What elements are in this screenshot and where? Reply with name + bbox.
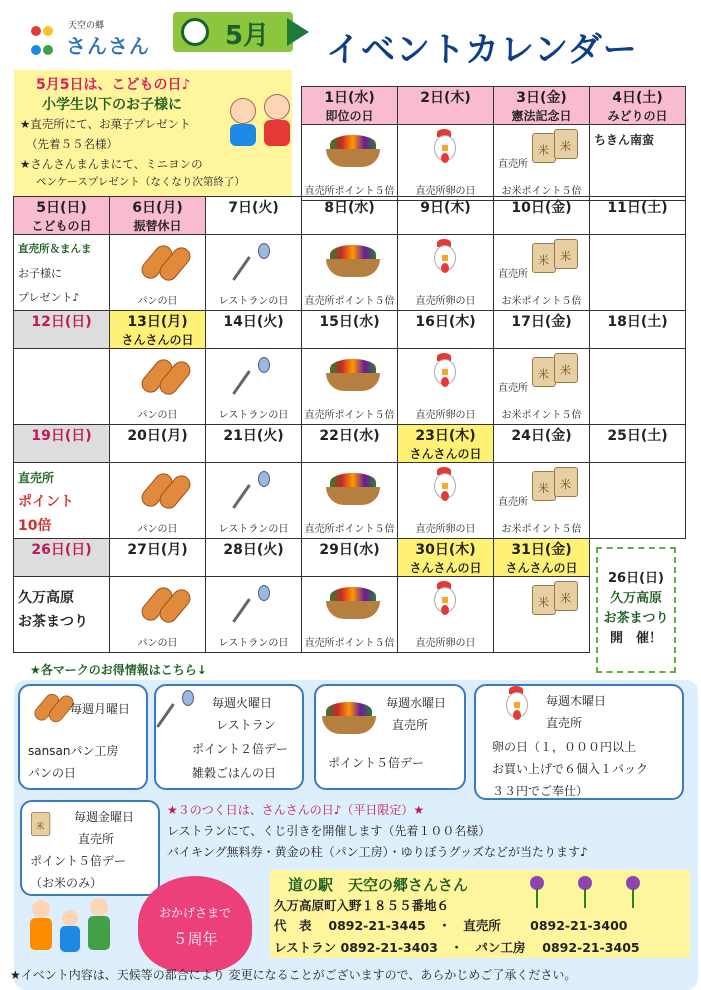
legend-monday: 毎週月曜日 sansanパン工房 パンの日	[18, 684, 148, 790]
day-cell: 米 米 直売所 お米ポイント５倍	[494, 235, 590, 311]
day-cell: パンの日	[110, 577, 206, 653]
day-header: 5日(日) こどもの日	[14, 197, 110, 235]
logo-mark-icon	[30, 22, 64, 52]
day-header: 24日(金)	[494, 425, 590, 463]
footer-note: ★イベント内容は、天候等の都合により 変更になることがございますので、あらかじめご了承ください。	[10, 968, 577, 982]
intro-box	[14, 70, 292, 196]
day-cell: レストランの日	[206, 463, 302, 539]
day-cell: レストランの日	[206, 349, 302, 425]
spoon-icon	[160, 688, 200, 732]
legend-thursday: 毎週木曜日 直売所 卵の日（１，０００円以上 お買い上げで６個入１パック ３３円でご奉仕）	[474, 684, 684, 800]
spoon-icon	[236, 469, 276, 513]
calendar-week-1	[301, 86, 686, 201]
day-cell	[590, 349, 686, 425]
day-header: 18日(土)	[590, 311, 686, 349]
day-header: 2日(木)	[398, 87, 494, 125]
logo-subtitle: 天空の郷	[68, 21, 105, 31]
day-cell	[590, 125, 686, 201]
intro-line-5: ★さんさんまんまにて、ミニヨンの	[20, 157, 203, 171]
day-cell: 直売所＆まんま お子様に プレゼント♪	[14, 235, 110, 311]
anniversary-heart: おかげさまで ５周年	[130, 866, 260, 974]
intro-line-6: ペンケースプレゼント（なくなり次第終了）	[36, 176, 245, 188]
spoon-icon	[236, 241, 276, 285]
day-header: 3日(金) 憲法記念日	[494, 87, 590, 125]
day-header: 25日(土)	[590, 425, 686, 463]
day-header: 13日(月) さんさんの日	[110, 311, 206, 349]
day-cell	[14, 349, 110, 425]
day-cell: 直売所卵の日	[398, 235, 494, 311]
calendar-weeks	[13, 196, 686, 653]
bread-icon	[140, 585, 192, 625]
chicken-icon	[432, 239, 458, 283]
legend-friday: 米 毎週金曜日 直売所 ポイント５倍デー （お米のみ）	[20, 800, 160, 896]
vegetable-basket-icon	[322, 702, 376, 738]
day-header: 23日(木) さんさんの日	[398, 425, 494, 463]
day-header: 12日(日)	[14, 311, 110, 349]
spoon-icon	[236, 583, 276, 627]
day-header: 27日(月)	[110, 539, 206, 577]
day-header: 22日(水)	[302, 425, 398, 463]
intro-line-3: ★直売所にて、お菓子プレゼント	[20, 117, 191, 131]
day-header: 17日(金)	[494, 311, 590, 349]
rice-bag-icon: 米 米	[532, 239, 582, 287]
day-header: 10日(金)	[494, 197, 590, 235]
phone-restaurant: レストラン 0892-21-3403 ・ パン工房 0892-21-3405	[274, 940, 640, 955]
logo-name: さんさん	[66, 34, 150, 58]
day-cell: 久万高原 お茶まつり	[14, 577, 110, 653]
day-cell: 直売所卵の日	[398, 577, 494, 653]
bread-icon	[140, 357, 192, 397]
legend-tuesday: 毎週火曜日 レストラン ポイント２倍デー 雑穀ごはんの日	[154, 684, 304, 790]
family-illustration-icon	[26, 896, 126, 960]
day-header: 16日(木)	[398, 311, 494, 349]
station-address: 久万高原町入野１８５５番地６	[274, 898, 450, 913]
page-title: イベントカレンダー	[326, 30, 638, 70]
intro-line-4: （先着５５名様）	[26, 137, 118, 151]
day-cell: 直売所卵の日	[398, 125, 494, 201]
day-header: 15日(水)	[302, 311, 398, 349]
day-cell	[590, 463, 686, 539]
day-cell	[494, 577, 590, 653]
phone-rep: 代 表 0892-21-3445 ・ 直売所 0892-21-3400	[274, 918, 628, 933]
day-header: 4日(土) みどりの日	[590, 87, 686, 125]
day-cell: 直売所ポイント５倍	[302, 463, 398, 539]
day-cell: 直売所 ポイント 10倍	[14, 463, 110, 539]
day-header: 28日(火)	[206, 539, 302, 577]
day-header: 6日(月) 振替休日	[110, 197, 206, 235]
station-name: 道の駅 天空の郷さんさん	[288, 876, 469, 894]
day-cell: 直売所卵の日	[398, 463, 494, 539]
bread-icon	[140, 243, 192, 283]
day-cell: 米 米 直売所 お米ポイント５倍	[494, 349, 590, 425]
day-header: 9日(木)	[398, 197, 494, 235]
intro-line-1: 5月5日は、こどもの日♪	[36, 77, 191, 93]
rice-bag-icon: 米 米	[532, 467, 582, 515]
spoon-icon	[236, 355, 276, 399]
vegetable-basket-icon	[326, 359, 380, 395]
day-header: 11日(土)	[590, 197, 686, 235]
chicken-icon	[504, 686, 530, 730]
day-header: 26日(日)	[14, 539, 110, 577]
month-flag	[173, 12, 315, 54]
day-header: 7日(火)	[206, 197, 302, 235]
day-header: 21日(火)	[206, 425, 302, 463]
rice-bag-icon: 米 米	[532, 129, 582, 177]
day-cell: 米 米 直売所 お米ポイント５倍	[494, 463, 590, 539]
day-header: 19日(日)	[14, 425, 110, 463]
vegetable-basket-icon	[326, 135, 380, 171]
iris-flower-icon	[528, 876, 546, 908]
day-header: 31日(金) さんさんの日	[494, 539, 590, 577]
legend-note: ★各マークのお得情報はこちら↓	[30, 663, 207, 677]
day-cell: パンの日	[110, 349, 206, 425]
station-info	[270, 870, 690, 958]
day-cell: 直売所ポイント５倍	[302, 235, 398, 311]
day-cell: レストランの日	[206, 577, 302, 653]
chicken-icon	[432, 467, 458, 511]
tea-festival-box: 26日(日) 久万高原 お茶まつり 開 催！	[596, 547, 676, 673]
chicken-icon	[432, 129, 458, 173]
intro-line-2: 小学生以下のお子様に	[42, 97, 182, 113]
sansan-day-info: ★３のつく日は、さんさんの日♪（平日限定）★ レストランにて、くじ引きを開催します（先着１００名様） バイキング無料券・黄金の柱（パン工房）・ゆりぼうグッズなどが当たります♪	[167, 803, 588, 859]
calendar-icon	[181, 18, 209, 46]
day-cell: 米 米 直売所 お米ポイント５倍	[494, 125, 590, 201]
day-header: 30日(木) さんさんの日	[398, 539, 494, 577]
vegetable-basket-icon	[326, 473, 380, 509]
heart-icon	[138, 876, 252, 972]
legend-wednesday: 毎週水曜日 直売所 ポイント５倍デー	[314, 684, 466, 790]
day-cell: 直売所卵の日	[398, 349, 494, 425]
month-label: 5月	[225, 21, 270, 51]
day-header: 29日(水)	[302, 539, 398, 577]
vegetable-basket-icon	[326, 587, 380, 623]
day-cell: 直売所ポイント５倍	[302, 349, 398, 425]
vegetable-basket-icon	[326, 245, 380, 281]
chicken-icon	[432, 353, 458, 397]
logo	[30, 14, 155, 58]
day-cell: パンの日	[110, 463, 206, 539]
day-cell: 直売所ポイント５倍	[302, 577, 398, 653]
iris-flower-icon	[624, 876, 642, 908]
rice-bag-icon: 米	[31, 809, 71, 847]
day-header: 20日(月)	[110, 425, 206, 463]
special-menu: ちきん南蛮	[594, 133, 655, 147]
iris-flower-icon	[576, 876, 594, 908]
day-cell: レストランの日	[206, 235, 302, 311]
day-header: 1日(水) 即位の日	[302, 87, 398, 125]
bread-icon	[140, 471, 192, 511]
day-cell: パンの日	[110, 235, 206, 311]
day-cell	[590, 235, 686, 311]
chicken-icon	[432, 581, 458, 625]
rice-bag-icon: 米 米	[532, 581, 582, 629]
day-cell: 直売所ポイント５倍	[302, 125, 398, 201]
children-illustration-icon	[226, 90, 296, 150]
rice-bag-icon: 米 米	[532, 353, 582, 401]
day-header: 14日(火)	[206, 311, 302, 349]
bread-icon	[33, 692, 75, 724]
day-header: 8日(水)	[302, 197, 398, 235]
